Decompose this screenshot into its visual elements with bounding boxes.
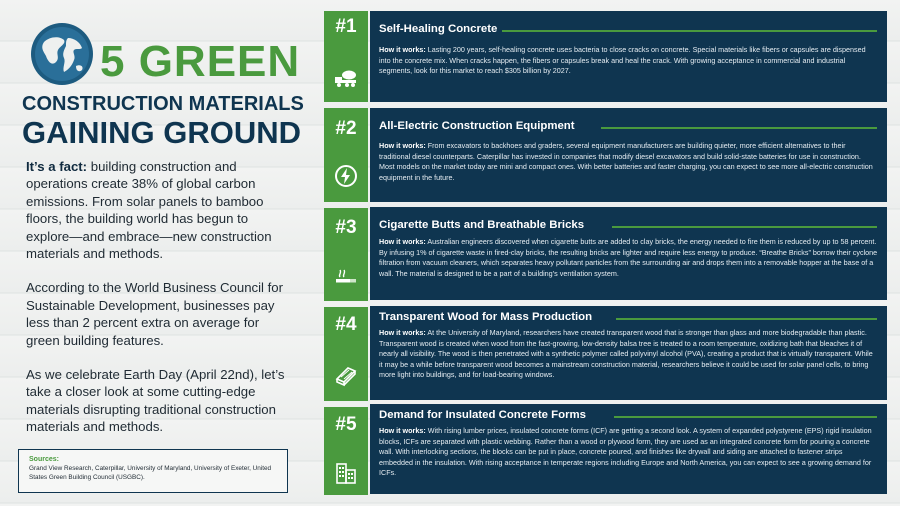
item-5-body bbox=[379, 426, 878, 479]
item-4-lead: How it works: bbox=[379, 328, 426, 337]
item-3-heading: Cigarette Butts and Breathable Bricks bbox=[379, 219, 585, 231]
item-2-marker bbox=[324, 108, 368, 202]
sources-text: Grand View Research, Caterpillar, University of Maryland, University of Exeter, United States Green Building Council (USGBC). bbox=[29, 465, 272, 481]
intro-paragraph-2: According to the World Business Council for Sustainable Development, businesses pay less than 2 percent extra on average for green building features. bbox=[26, 280, 284, 348]
intro-text bbox=[26, 158, 294, 453]
item-1-marker bbox=[324, 11, 368, 102]
wood-plank-icon bbox=[334, 363, 358, 387]
intro-fact bbox=[26, 158, 294, 262]
item-1-lead: How it works: bbox=[379, 45, 426, 54]
item-5-number: #5 bbox=[335, 414, 357, 435]
item-4-number: #4 bbox=[335, 314, 357, 335]
building-icon bbox=[334, 461, 358, 485]
title-line-gaining-ground: GAINING GROUND bbox=[22, 115, 301, 150]
item-4-body bbox=[379, 328, 878, 381]
cement-mixer-icon bbox=[334, 65, 358, 89]
item-card-3 bbox=[370, 207, 887, 300]
item-3-text: Australian engineers discovered when cigarette butts are added to clay bricks, the energy needed to fire them is reduced by up to 58 percent. By infusing 1% of cigarette waste in fired-clay bricks, the resulting bricks are lighter and require less energy to produce. “Breathe Bricks” borrow their cyclone filtration from vacuum cleaners, which separates heavy pollutant particles from the surrounding air and drops them into a removable hopper at the base of a wall. The material is designed to be a part of a building’s ventilation system. bbox=[379, 237, 878, 278]
fact-lead: It’s a fact: bbox=[26, 159, 88, 174]
item-2-text: From excavators to backhoes and graders, several equipment manufacturers are building quieter, more efficient alternatives to their traditional diesel counterparts. Caterpillar has invested in companies that modify diesel excavators and build solid-state batteries for use in construction. Most models on the market today are mini and compact ones. With better batteries and faster charging, you can expect to see more all-electric construction equipment in the future. bbox=[379, 141, 873, 182]
heading-rule bbox=[612, 226, 877, 228]
sources-label: Sources: bbox=[29, 456, 59, 463]
item-card-5 bbox=[370, 404, 887, 494]
item-card-1 bbox=[370, 11, 887, 102]
fact-text: building construction and operations create 38% of global carbon emissions. From solar panels to bamboo floors, the building world has begun to explore—and embrace—new construction materials and methods. bbox=[26, 159, 272, 262]
item-5-heading: Demand for Insulated Concrete Forms bbox=[379, 409, 586, 421]
item-1-text: Lasting 200 years, self-healing concrete uses bacteria to close cracks on concrete. Special materials like fibers or capsules are dispensed into the concrete mix. When cracks happen, the fibers or capsules break and heal the crack. With growing acceptance in commercial and industrial segments, look for this market to reach $305 billion by 2027. bbox=[379, 45, 866, 76]
item-5-lead: How it works: bbox=[379, 426, 426, 435]
heading-rule bbox=[614, 416, 877, 418]
item-3-body bbox=[379, 237, 878, 279]
item-2-body bbox=[379, 141, 878, 183]
item-2-heading: All-Electric Construction Equipment bbox=[379, 120, 575, 132]
item-3-marker bbox=[324, 208, 368, 301]
item-5-text: With rising lumber prices, insulated concrete forms (ICF) are getting a second look. A system of expanded polystyrene (EPS) rigid insulation blocks, ICFs are separated with plastic webbing. Rather than a wood or plywood form, they are used as an integrated concrete form for pouring a concrete wall. With interlocking sections, the blocks can be put in place, concrete poured, and finishes like drywall and siding are attached to fastener strips embedded in the insulation. With rising acceptance in temperate regions including Europe and North America, you can expect to see a growing demand for ICFs. bbox=[379, 426, 872, 478]
title-number: 5 GREEN bbox=[100, 37, 301, 86]
item-5-marker bbox=[324, 407, 368, 495]
item-1-body bbox=[379, 45, 878, 77]
item-2-lead: How it works: bbox=[379, 141, 426, 150]
cigarette-icon bbox=[334, 264, 358, 288]
heading-rule bbox=[601, 127, 877, 129]
number-strip bbox=[324, 11, 368, 495]
sources-box bbox=[18, 449, 288, 493]
item-1-heading: Self-Healing Concrete bbox=[379, 23, 498, 35]
item-1-number: #1 bbox=[335, 16, 357, 37]
item-4-marker bbox=[324, 307, 368, 401]
item-4-text: At the University of Maryland, researchers have created transparent wood that is stronger than glass and more biodegradable than plastic. Transparent wood is created when wood from the fast-growing, low-density balsa tree is treated to a room temperature, oxidizing bath that bleaches it of nearly all visibility. The wood is then penetrated with a synthetic polymer called polyvinyl alcohol (PVA), creating a product that is virtually transparent. While it may be a while before transparent wood becomes a mainstream construction material, researchers believe it could be used for solar panel cells, to bring more light into buildings, and for load-bearing windows. bbox=[379, 328, 873, 380]
intro-paragraph-3: As we celebrate Earth Day (April 22nd), let’s take a closer look at some cutting-edge materials disrupting traditional construction materials and methods. bbox=[26, 367, 285, 435]
item-card-2 bbox=[370, 108, 887, 202]
item-3-lead: How it works: bbox=[379, 237, 426, 246]
heading-rule bbox=[502, 30, 877, 32]
globe-icon bbox=[30, 22, 94, 86]
title-line-construction-materials: CONSTRUCTION MATERIALS bbox=[22, 93, 304, 115]
item-4-heading: Transparent Wood for Mass Production bbox=[379, 311, 593, 323]
heading-rule bbox=[616, 318, 877, 320]
item-card-4 bbox=[370, 306, 887, 400]
item-3-number: #3 bbox=[335, 217, 357, 238]
lightning-bolt-icon bbox=[334, 164, 358, 188]
item-2-number: #2 bbox=[335, 118, 357, 139]
